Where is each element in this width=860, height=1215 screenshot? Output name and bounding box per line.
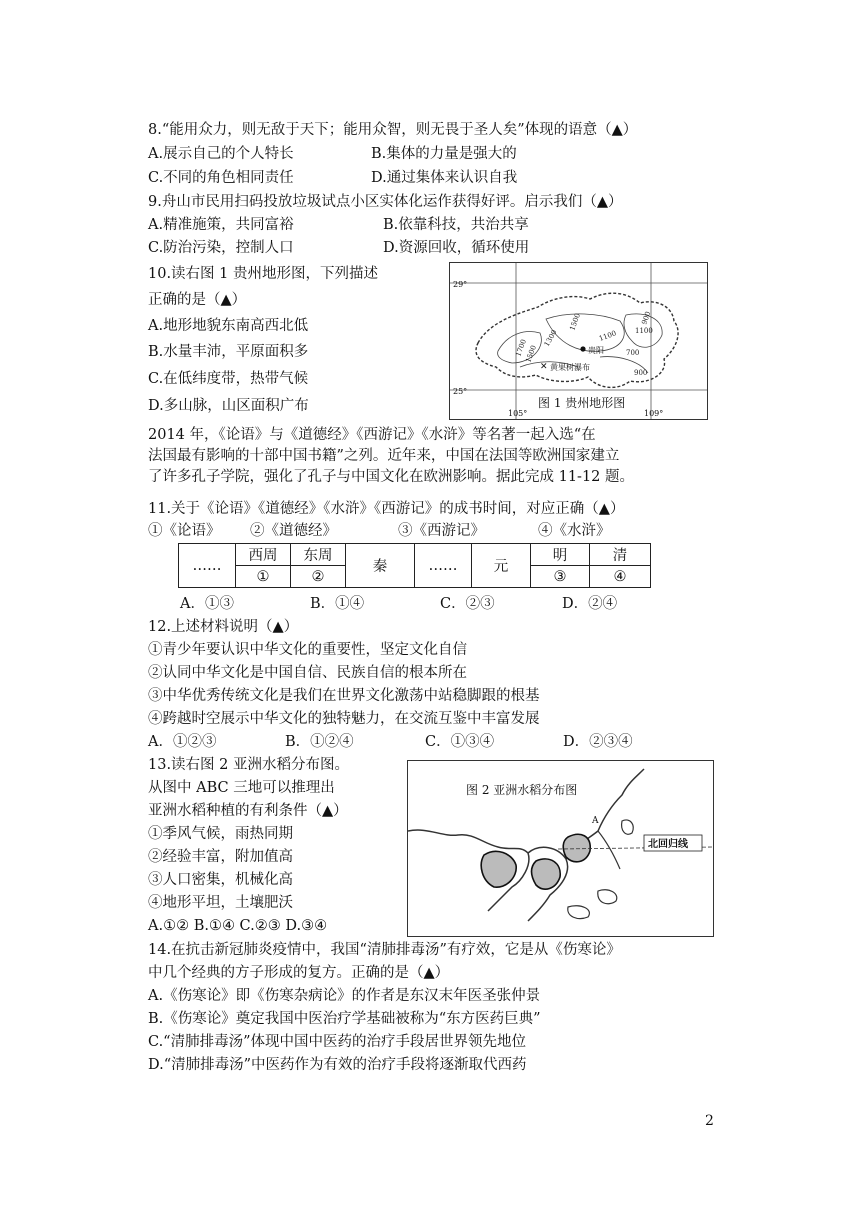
q10-stem-line1: 10.读右图 1 贵州地形图，下列描述 <box>148 266 379 282</box>
svg-text:✕: ✕ <box>540 362 548 372</box>
page-number: 2 <box>705 1113 714 1129</box>
q14-option-c: C.“清肺排毒汤”体现中国中医药的治疗手段居世界领先地位 <box>148 1034 527 1050</box>
q13-options: A.①② B.①④ C.②③ D.③④ <box>148 918 328 934</box>
q13-stem-line3: 亚洲水稻种植的有利条件（▲） <box>148 803 348 819</box>
passage-line1: 2014 年，《论语》与《道德经》《西游记》《水浒》等名著一起入选“在 <box>148 427 596 443</box>
q11-book-3: ③《西游记》 <box>398 523 485 539</box>
lat-top-label: 29° <box>453 280 468 289</box>
q13-statement-4: ④地形平坦，土壤肥沃 <box>148 895 293 911</box>
q9-option-d: D.资源回收，循环使用 <box>383 240 530 256</box>
q9-option-b: B.依靠科技，共治共享 <box>383 217 529 233</box>
contour-label: 700 <box>626 349 640 357</box>
q11-book-4: ④《水浒》 <box>538 523 611 539</box>
q8-option-a: A.展示自己的个人特长 <box>148 146 294 162</box>
q11-book-2: ②《道德经》 <box>250 523 337 539</box>
table-cell-dongzhou: 东周 <box>291 544 346 566</box>
q10-option-a: A.地形地貌东南高西北低 <box>148 318 309 334</box>
table-cell-dots: …… <box>179 544 236 588</box>
q12-statement-1: ①青少年要认识中华文化的重要性，坚定文化自信 <box>148 642 467 658</box>
lat-bottom-label: 25° <box>453 387 468 396</box>
table-cell-mark4: ④ <box>590 566 651 588</box>
map-city-label: 贵阳 <box>588 346 604 355</box>
table-cell-dots: …… <box>415 544 472 588</box>
q14-option-b: B.《伤寒论》奠定我国中医治疗学基础被称为“东方医药巨典” <box>148 1011 541 1027</box>
q10-option-c: C.在低纬度带，热带气候 <box>148 371 309 387</box>
figure2-caption: 图 2 亚洲水稻分布图 <box>466 783 578 797</box>
q9-option-c: C.防治污染，控制人口 <box>148 240 294 256</box>
q13-stem-line2: 从图中 ABC 三地可以推理出 <box>148 780 335 796</box>
q11-option-a: A．①③ <box>180 596 234 612</box>
contour-label: 1500 <box>524 344 538 364</box>
passage-line2: 法国最有影响的十部中国书籍”之列。近年来，中国在法国等欧洲国家建立 <box>148 448 620 464</box>
q12-statement-4: ④跨越时空展示中华文化的独特魅力，在交流互鉴中丰富发展 <box>148 711 540 727</box>
q14-stem-line1: 14.在抗击新冠肺炎疫情中，我国“清肺排毒汤”有疗效，它是从《伤寒论》 <box>148 942 621 958</box>
contour-label: 1700 <box>514 338 528 358</box>
table-cell-yuan: 元 <box>472 544 531 588</box>
map-falls-label: 黄果树瀑布 <box>550 363 590 372</box>
contour-label: 1100 <box>597 329 618 343</box>
contour-label: 1500 <box>568 312 582 332</box>
q9-stem: 9.舟山市民用扫码投放垃圾试点小区实体化运作获得好评。启示我们（▲） <box>148 194 623 210</box>
q12-option-b: B．①②④ <box>285 734 354 750</box>
q8-option-d: D.通过集体来认识自我 <box>371 170 518 186</box>
q13-stem-line1: 13.读右图 2 亚洲水稻分布图。 <box>148 757 350 773</box>
table-cell-xizhou: 西周 <box>236 544 291 566</box>
table-cell-ming: 明 <box>531 544 590 566</box>
q11-stem: 11.关于《论语》《道德经》《水浒》《西游记》的成书时间，对应正确（▲） <box>148 501 625 517</box>
q11-option-c: C．②③ <box>440 596 495 612</box>
q12-option-c: C．①③④ <box>425 734 495 750</box>
lon-right-label: 109° <box>644 409 664 418</box>
q13-statement-1: ①季风气候，雨热同期 <box>148 826 293 842</box>
q10-option-d: D.多山脉，山区面积广布 <box>148 398 309 414</box>
tropic-label: 北回归线 <box>648 839 688 850</box>
figure-guizhou-map <box>449 262 708 420</box>
q12-statement-2: ②认同中华文化是中国自信、民族自信的根本所在 <box>148 665 467 681</box>
q12-stem: 12.上述材料说明（▲） <box>148 619 299 635</box>
map-label-a: A <box>592 816 599 826</box>
table-cell-mark1: ① <box>236 566 291 588</box>
guiyang-point <box>580 346 585 351</box>
contour-label: 900 <box>640 310 653 326</box>
passage-line3: 了许多孔子学院，强化了孔子与中国文化在欧洲影响。据此完成 11-12 题。 <box>148 469 635 485</box>
q11-book-1: ①《论语》 <box>148 523 221 539</box>
q12-option-a: A．①②③ <box>148 734 217 750</box>
q12-option-d: D．②③④ <box>563 734 633 750</box>
q8-stem: 8.“能用众力，则无敌于天下；能用众智，则无畏于圣人矣”体现的语意（▲） <box>148 122 638 138</box>
q8-option-c: C.不同的角色相同责任 <box>148 170 294 186</box>
contour-label: 1300 <box>542 328 559 348</box>
figure-asia-rice-map <box>407 760 714 937</box>
q14-option-d: D.“清肺排毒汤”中医药作为有效的治疗手段将逐渐取代西药 <box>148 1057 527 1073</box>
q14-option-a: A.《伤寒论》即《伤寒杂病论》的作者是东汉末年医圣张仲景 <box>148 988 541 1004</box>
lon-left-label: 105° <box>508 409 528 418</box>
q12-statement-3: ③中华优秀传统文化是我们在世界文化激荡中站稳脚跟的根基 <box>148 688 540 704</box>
q14-stem-line2: 中几个经典的方子形成的复方。正确的是（▲） <box>148 965 450 981</box>
contour-label: 1100 <box>635 327 653 335</box>
contour-label: 900 <box>634 369 648 377</box>
table-cell-mark3: ③ <box>531 566 590 588</box>
q11-option-b: B．①④ <box>310 596 365 612</box>
q13-statement-2: ②经验丰富，附加值高 <box>148 849 293 865</box>
table-cell-qing: 清 <box>590 544 651 566</box>
q10-option-b: B.水量丰沛，平原面积多 <box>148 344 309 360</box>
q11-option-d: D．②④ <box>562 596 618 612</box>
q9-option-a: A.精准施策，共同富裕 <box>148 217 294 233</box>
table-cell-qin: 秦 <box>346 544 415 588</box>
q13-statement-3: ③人口密集，机械化高 <box>148 872 293 888</box>
q8-option-b: B.集体的力量是强大的 <box>371 146 517 162</box>
q10-stem-line2: 正确的是（▲） <box>148 292 247 308</box>
table-cell-mark2: ② <box>291 566 346 588</box>
figure1-caption: 图 1 贵州地形图 <box>538 396 626 410</box>
dynasty-timeline-table <box>178 543 651 588</box>
